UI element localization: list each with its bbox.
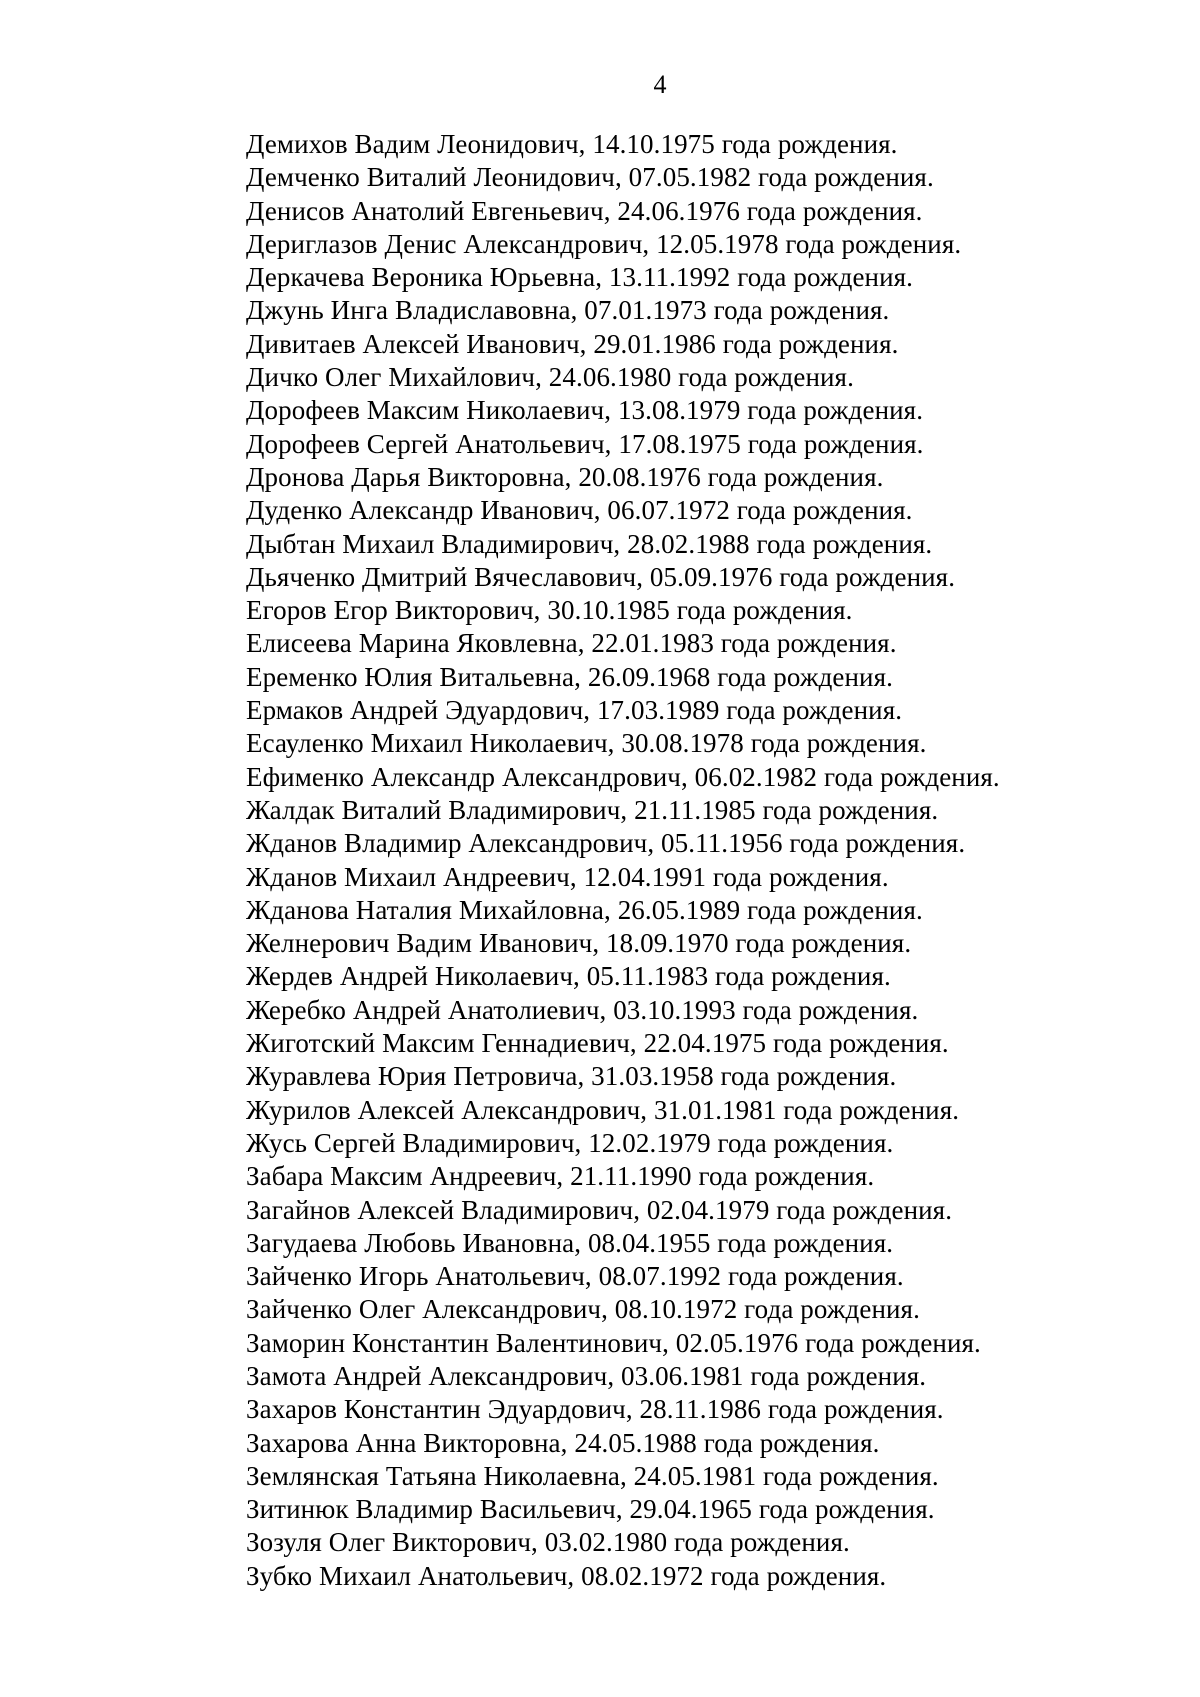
list-item: Жалдак Виталий Владимирович, 21.11.1985 года рождения. (246, 794, 939, 825)
list-item: Дьяченко Дмитрий Вячеславович, 05.09.1976 года рождения. (246, 561, 956, 592)
list-item: Жданов Михаил Андреевич, 12.04.1991 года рождения. (246, 861, 889, 892)
list-item: Дивитаев Алексей Иванович, 29.01.1986 года рождения. (246, 328, 899, 359)
list-item: Дичко Олег Михайлович, 24.06.1980 года рождения. (246, 362, 854, 393)
list-item: Жиготский Максим Геннадиевич, 22.04.1975 года рождения. (246, 1028, 949, 1059)
list-item: Заморин Константин Валентинович, 02.05.1976 года рождения. (246, 1327, 981, 1358)
list-item: Захарова Анна Викторовна, 24.05.1988 года рождения. (246, 1427, 880, 1458)
list-item: Зубко Михаил Анатольевич, 08.02.1972 года рождения. (246, 1560, 887, 1591)
list-item: Дыбтан Михаил Владимирович, 28.02.1988 года рождения. (246, 528, 933, 559)
list-item: Зозуля Олег Викторович, 03.02.1980 года рождения. (246, 1527, 850, 1558)
list-item: Елисеева Марина Яковлевна, 22.01.1983 года рождения. (246, 628, 897, 659)
list-item: Желнерович Вадим Иванович, 18.09.1970 года рождения. (246, 928, 912, 959)
list-item: Демченко Виталий Леонидович, 07.05.1982 года рождения. (246, 162, 934, 193)
list-item: Еременко Юлия Витальевна, 26.09.1968 года рождения. (246, 661, 893, 692)
list-item: Землянская Татьяна Николаевна, 24.05.1981 года рождения. (246, 1460, 939, 1491)
list-item: Джунь Инга Владиславовна, 07.01.1973 года рождения. (246, 295, 890, 326)
list-item: Журавлева Юрия Петровича, 31.03.1958 года рождения. (246, 1061, 897, 1092)
list-item: Ефименко Александр Александрович, 06.02.1982 года рождения. (246, 761, 1000, 792)
list-item: Дериглазов Денис Александрович, 12.05.1978 года рождения. (246, 228, 962, 259)
list-item: Журилов Алексей Александрович, 31.01.1981 года рождения. (246, 1094, 960, 1125)
page-number: 4 (653, 70, 667, 99)
list-item: Жеребко Андрей Анатолиевич, 03.10.1993 года рождения. (246, 994, 919, 1025)
list-item: Жусь Сергей Владимирович, 12.02.1979 года рождения. (246, 1127, 894, 1158)
list-item: Жданова Наталия Михайловна, 26.05.1989 года рождения. (246, 894, 923, 925)
list-item: Деркачева Вероника Юрьевна, 13.11.1992 года рождения. (246, 262, 914, 293)
list-item: Егоров Егор Викторович, 30.10.1985 года рождения. (246, 595, 853, 626)
list-item: Забара Максим Андреевич, 21.11.1990 года рождения. (246, 1161, 875, 1192)
list-item: Зайченко Олег Александрович, 08.10.1972 года рождения. (246, 1294, 920, 1325)
list-item: Дорофеев Максим Николаевич, 13.08.1979 года рождения. (246, 395, 924, 426)
list-item: Жердев Андрей Николаевич, 05.11.1983 года рождения. (246, 961, 891, 992)
person-list (246, 128, 1000, 1593)
list-item: Ермаков Андрей Эдуардович, 17.03.1989 года рождения. (246, 695, 903, 726)
list-item: Загайнов Алексей Владимирович, 02.04.1979 года рождения. (246, 1194, 953, 1225)
list-item: Замота Андрей Александрович, 03.06.1981 года рождения. (246, 1360, 927, 1391)
list-item: Захаров Константин Эдуардович, 28.11.1986 года рождения. (246, 1394, 944, 1425)
list-item: Есауленко Михаил Николаевич, 30.08.1978 года рождения. (246, 728, 927, 759)
list-item: Дорофеев Сергей Анатольевич, 17.08.1975 года рождения. (246, 428, 924, 459)
list-item: Зитинюк Владимир Васильевич, 29.04.1965 года рождения. (246, 1494, 935, 1525)
list-item: Денисов Анатолий Евгеньевич, 24.06.1976 года рождения. (246, 195, 923, 226)
list-item: Демихов Вадим Леонидович, 14.10.1975 года рождения. (246, 129, 898, 159)
list-item: Дронова Дарья Викторовна, 20.08.1976 года рождения. (246, 461, 884, 492)
list-item: Дуденко Александр Иванович, 06.07.1972 года рождения. (246, 495, 913, 526)
list-item: Жданов Владимир Александрович, 05.11.1956 года рождения. (246, 828, 966, 859)
list-item: Зайченко Игорь Анатольевич, 08.07.1992 года рождения. (246, 1261, 904, 1292)
list-item: Загудаева Любовь Ивановна, 08.04.1955 года рождения. (246, 1227, 894, 1258)
